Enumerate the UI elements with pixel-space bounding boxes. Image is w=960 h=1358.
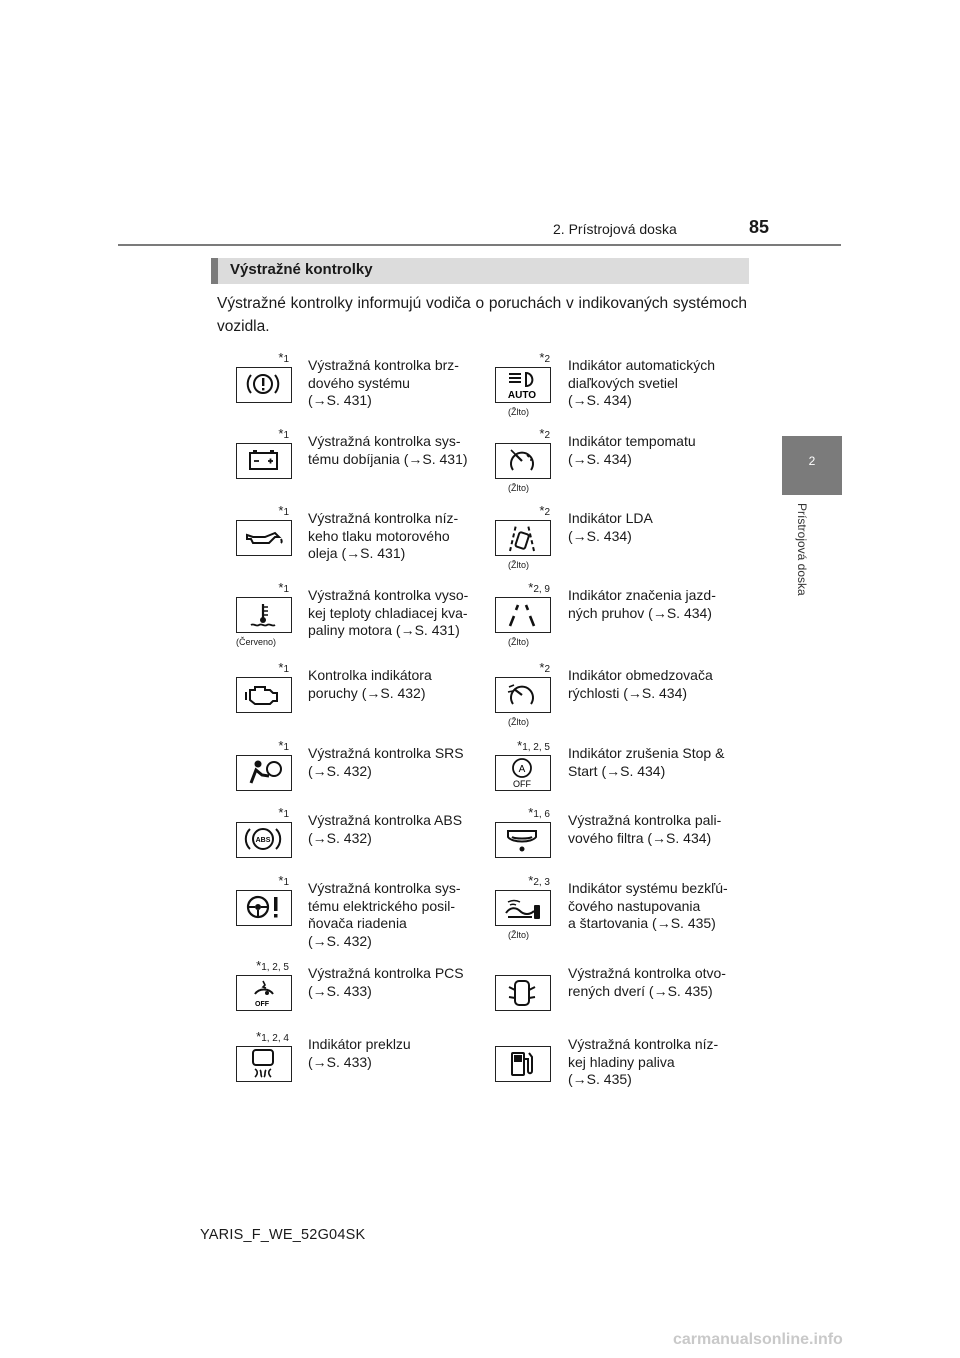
right-item-3-footnote: *2 — [539, 503, 550, 518]
left-item-4-description: Výstražná kontrolka vyso- kej teploty chladiacej kva- paliny motora (→S. 431) — [308, 587, 469, 638]
brake-warning-icon — [236, 367, 292, 403]
svg-text:A: A — [518, 764, 526, 775]
left-item-9-description: Výstražná kontrolka PCS (→S. 433) — [308, 965, 464, 999]
right-item-8-description: Indikátor systému bezkľú- čového nastupovania a štartovania (→S. 435) — [568, 880, 728, 931]
svg-text:OFF: OFF — [255, 1001, 269, 1008]
auto-high-beam-icon — [495, 367, 551, 403]
right-item-8-footnote: *2, 3 — [528, 873, 550, 888]
left-item-1-description: Výstražná kontrolka brz- dového systému (→S. 431) — [308, 357, 459, 408]
lda-icon — [495, 520, 551, 556]
battery-charge-icon — [236, 443, 292, 479]
left-item-5-description: Kontrolka indikátora poruchy (→S. 432) — [308, 667, 432, 701]
svg-text:AUTO: AUTO — [507, 390, 537, 401]
left-item-8-description: Výstražná kontrolka sys- tému elektrického posil- ňovača riadenia (→S. 432) — [308, 880, 461, 949]
left-item-7-description: Výstražná kontrolka ABS (→S. 432) — [308, 812, 463, 846]
smart-entry-icon — [495, 890, 551, 926]
right-item-9-description: Výstražná kontrolka otvo- rených dverí (→S. 435) — [568, 965, 726, 999]
abs-icon — [236, 822, 292, 858]
left-item-10-description: Indikátor preklzu (→S. 433) — [308, 1036, 411, 1070]
stop-start-off-icon — [495, 755, 551, 791]
svg-text:ABS: ABS — [255, 837, 271, 844]
right-item-8-color-note: (Žlto) — [508, 930, 529, 940]
right-item-2-color-note: (Žlto) — [508, 483, 529, 493]
left-item-1-footnote: *1 — [278, 350, 289, 365]
left-item-4-footnote: *1 — [278, 580, 289, 595]
left-item-8-footnote: *1 — [278, 873, 289, 888]
power-steering-icon — [236, 890, 292, 926]
left-item-3-footnote: *1 — [278, 503, 289, 518]
door-open-icon — [495, 975, 551, 1011]
right-item-6-description: Indikátor zrušenia Stop & Start (→S. 434) — [568, 745, 725, 779]
left-item-10-footnote: *1, 2, 4 — [256, 1029, 289, 1044]
right-item-5-color-note: (Žlto) — [508, 717, 529, 727]
left-item-5-footnote: *1 — [278, 660, 289, 675]
document-code: YARIS_F_WE_52G04SK — [200, 1227, 366, 1243]
left-item-9-footnote: *1, 2, 5 — [256, 958, 289, 973]
right-item-4-color-note: (Žlto) — [508, 637, 529, 647]
left-item-4-color-note: (Červeno) — [236, 637, 277, 647]
right-item-2-description: Indikátor tempomatu (→S. 434) — [568, 433, 696, 467]
right-item-10-description: Výstražná kontrolka níz- kej hladiny paliva (→S. 435) — [568, 1036, 719, 1087]
coolant-temperature-icon — [236, 597, 292, 633]
right-item-6-footnote: *1, 2, 5 — [517, 738, 550, 753]
right-item-2-footnote: *2 — [539, 426, 550, 441]
section-title: Výstražné kontrolky — [230, 261, 373, 278]
srs-airbag-icon — [236, 755, 292, 791]
page-number: 85 — [749, 217, 770, 237]
right-item-7-description: Výstražná kontrolka pali- vového filtra (→S. 434) — [568, 812, 722, 846]
lane-marking-icon — [495, 597, 551, 633]
cruise-control-icon — [495, 443, 551, 479]
right-item-5-footnote: *2 — [539, 660, 550, 675]
side-tab-label: Prístrojová doska — [795, 503, 809, 596]
right-item-4-footnote: *2, 9 — [528, 580, 550, 595]
right-item-4-description: Indikátor značenia jazd- ných pruhov (→S. 434) — [568, 587, 716, 621]
header-section: 2. Prístrojová doska — [553, 221, 677, 237]
watermark: carmanualsonline.info — [673, 1331, 843, 1348]
left-item-7-footnote: *1 — [278, 805, 289, 820]
speed-limiter-icon — [495, 677, 551, 713]
oil-pressure-icon — [236, 520, 292, 556]
right-item-1-description: Indikátor automatických diaľkových svetiel (→S. 434) — [568, 357, 716, 408]
right-item-3-description: Indikátor LDA (→S. 434) — [568, 510, 653, 544]
right-item-1-color-note: (Žlto) — [508, 407, 529, 417]
right-item-5-description: Indikátor obmedzovača rýchlosti (→S. 434) — [568, 667, 713, 701]
fuel-filter-icon — [495, 822, 551, 858]
side-tab-number: 2 — [808, 454, 816, 468]
low-fuel-icon — [495, 1046, 551, 1082]
left-item-3-description: Výstražná kontrolka níz- keho tlaku motorového oleja (→S. 431) — [308, 510, 459, 561]
left-item-6-description: Výstražná kontrolka SRS (→S. 432) — [308, 745, 464, 779]
slip-indicator-icon — [236, 1046, 292, 1082]
section-intro: Výstražné kontrolky informujú vodiča o poruchách v indikovaných systémoch vozidla. — [217, 295, 747, 335]
right-item-3-color-note: (Žlto) — [508, 560, 529, 570]
engine-malfunction-icon — [236, 677, 292, 713]
svg-text:OFF: OFF — [513, 779, 531, 789]
right-item-7-footnote: *1, 6 — [528, 805, 550, 820]
left-item-2-footnote: *1 — [278, 426, 289, 441]
left-item-6-footnote: *1 — [278, 738, 289, 753]
left-item-2-description: Výstražná kontrolka sys- tému dobíjania (→S. 431) — [308, 433, 468, 467]
pcs-off-icon — [236, 975, 292, 1011]
right-item-1-footnote: *2 — [539, 350, 550, 365]
